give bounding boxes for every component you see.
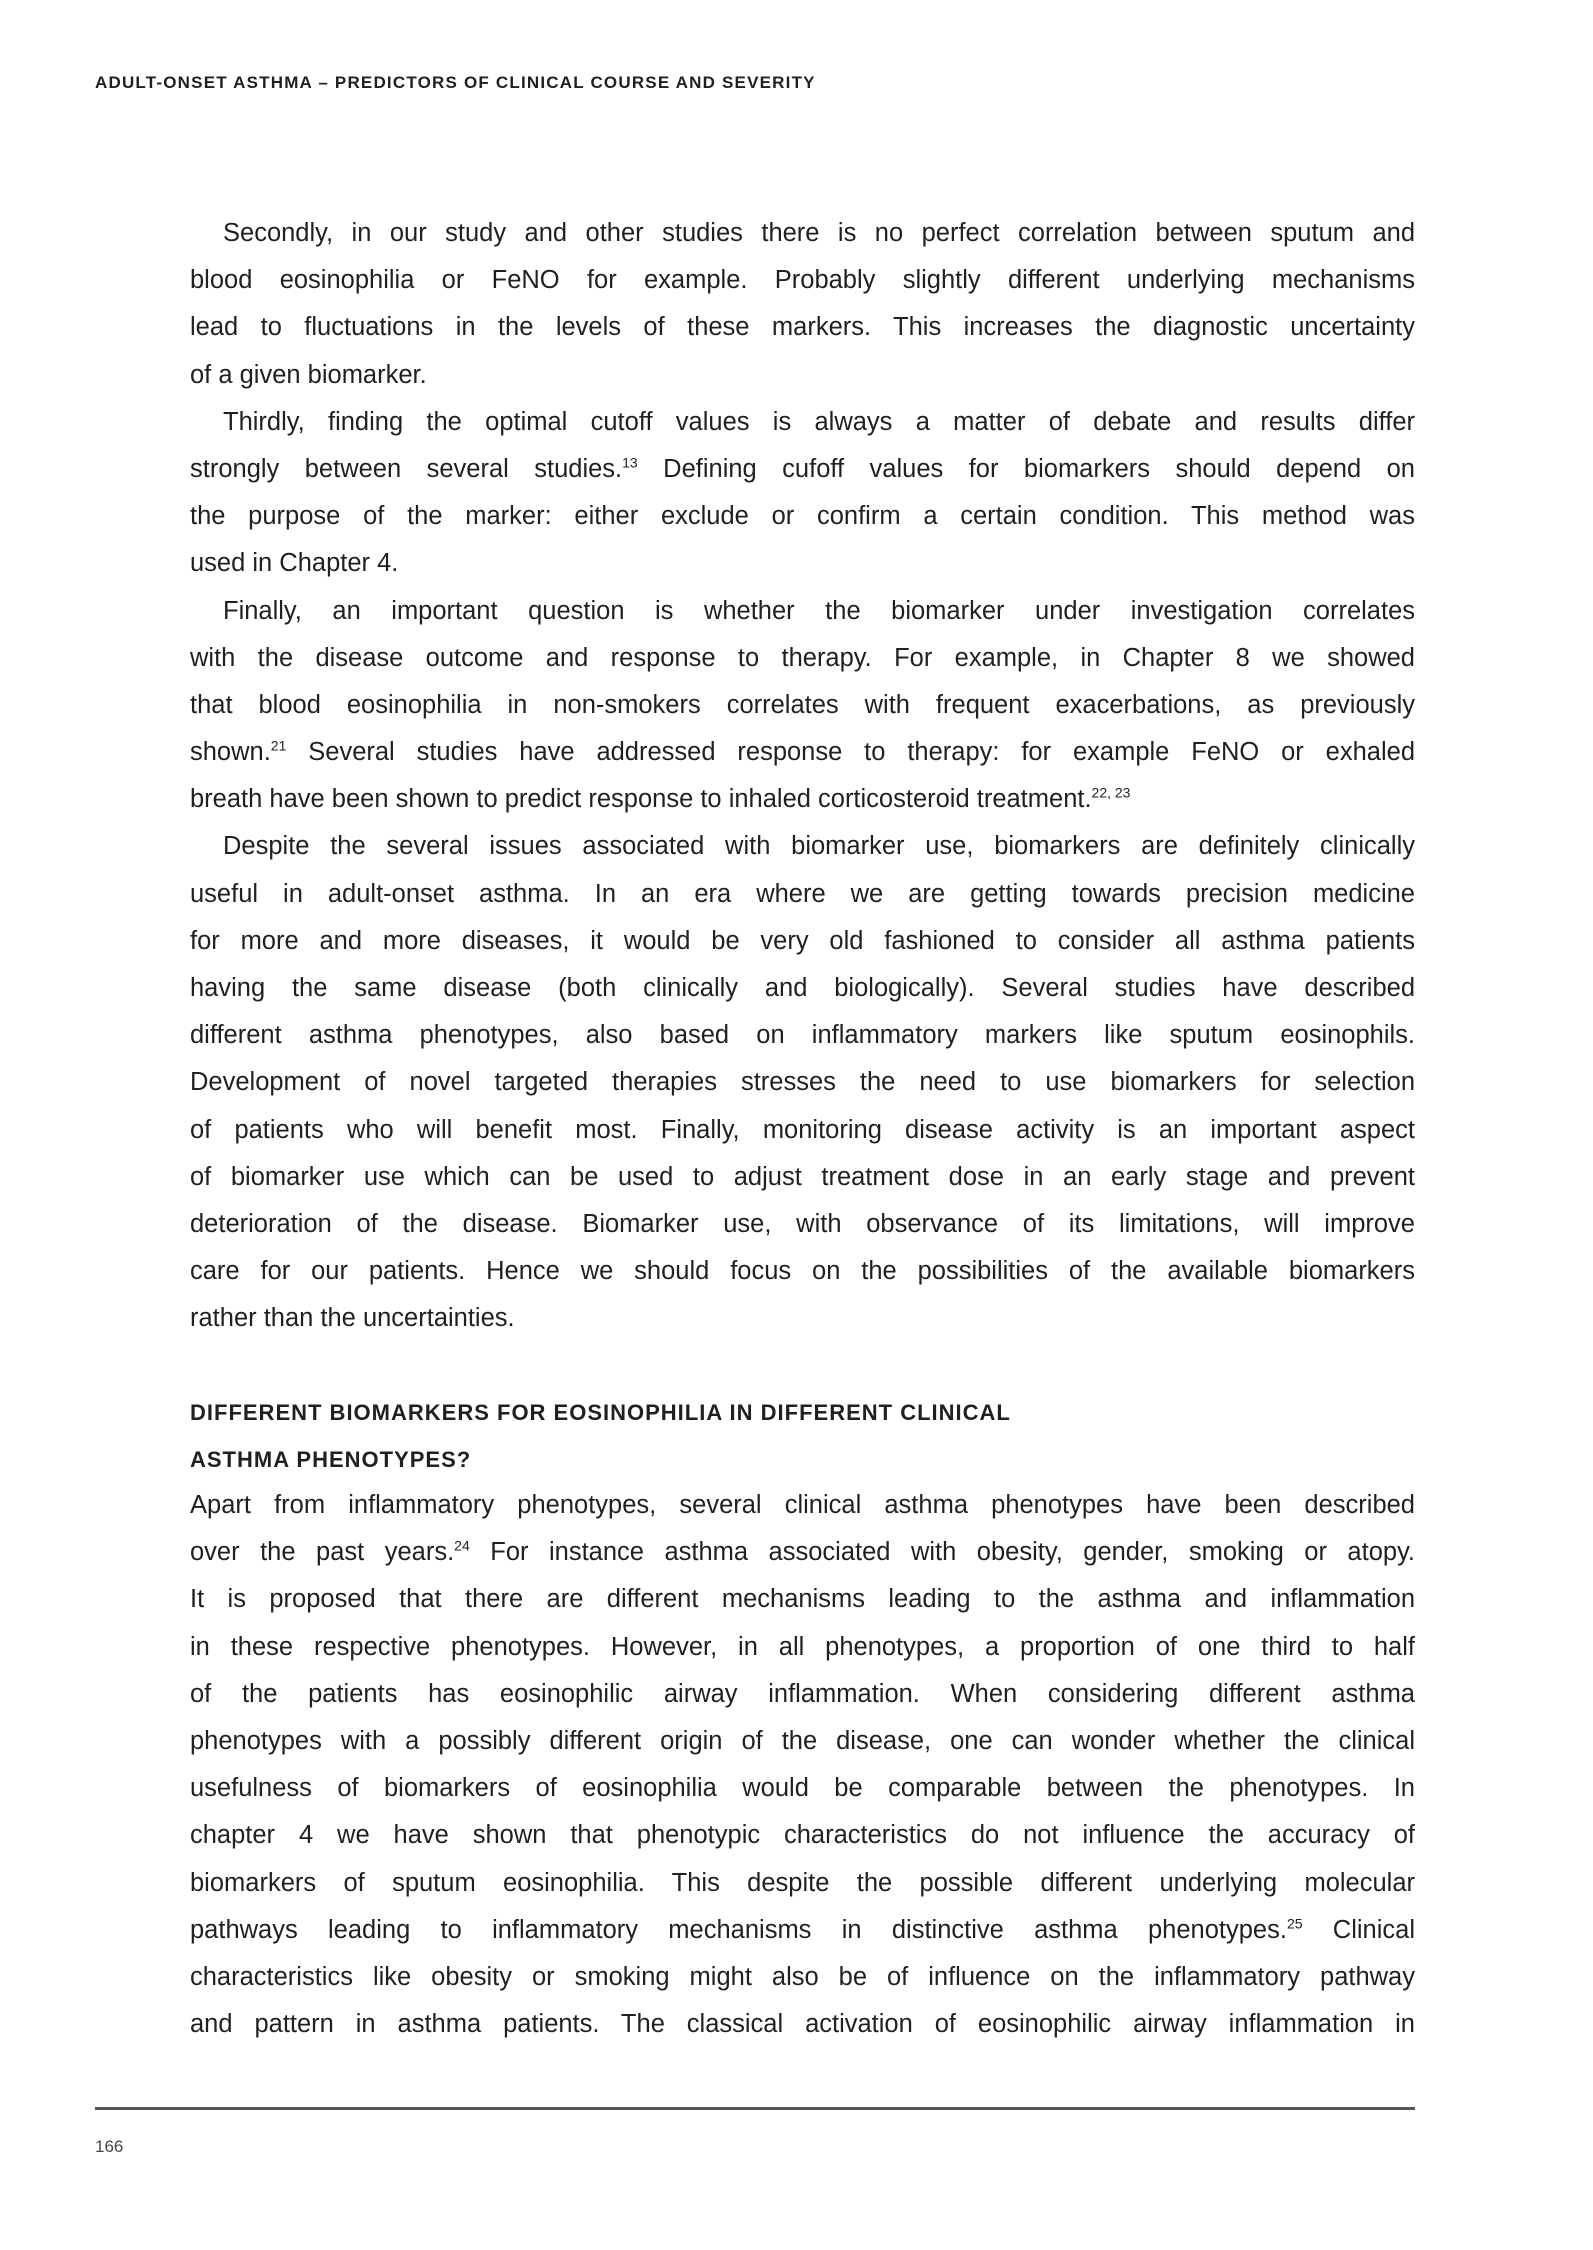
- paragraph: [190, 399, 1415, 588]
- text-line: in these respective phenotypes. However, in all phenotypes, a proportion of one third to half: [190, 1632, 1415, 1661]
- text-line: deterioration of the disease. Biomarker use, with observance of its limitations, will improve: [190, 1209, 1415, 1238]
- text-line: pathways leading to inflammatory mechanisms in distinctive asthma phenotypes.$^{25}$ Clinical: [190, 1915, 1415, 1944]
- section-heading: [190, 1389, 1011, 1483]
- section-heading-line-2: ASTHMA PHENOTYPES?: [190, 1447, 472, 1473]
- citation-superscript: 22, 23: [1091, 784, 1131, 801]
- text-line: chapter 4 we have shown that phenotypic characteristics do not influence the accuracy of: [190, 1821, 1415, 1850]
- body-text-section-1: [190, 210, 1415, 1343]
- paragraph: [190, 1482, 1415, 2048]
- text-line: Finally, an important question is whether the biomarker under investigation correlates: [223, 596, 1415, 625]
- page-number: 166: [95, 2137, 124, 2156]
- text-line: shown.$^{21}$ Several studies have addressed response to therapy: for example FeNO or exhaled: [190, 737, 1415, 767]
- citation-superscript: 24: [454, 1537, 470, 1554]
- text-line: Secondly, in our study and other studies there is no perfect correlation between sputum and: [223, 219, 1415, 247]
- text-line: over the past years.$^{24}$ For instance asthma associated with obesity, gender, smoking or atopy.: [190, 1537, 1415, 1567]
- text-line: used in Chapter 4.: [190, 549, 399, 578]
- text-line: that blood eosinophilia in non-smokers correlates with frequent exacerbations, as previously: [190, 690, 1415, 719]
- text-line: rather than the uncertainties.: [190, 1304, 515, 1333]
- text-line: blood eosinophilia or FeNO for example. Probably slightly different underlying mechanisms: [190, 266, 1415, 295]
- text-line: of a given biomarker.: [190, 360, 427, 389]
- text-line: having the same disease (both clinically and biologically). Several studies have described: [190, 974, 1415, 1002]
- text-line: biomarkers of sputum eosinophilia. This despite the possible different underlying molecular: [190, 1868, 1415, 1897]
- text-line: and pattern in asthma patients. The classical activation of eosinophilic airway inflammation in: [190, 2010, 1415, 2039]
- citation-superscript: 13: [622, 454, 638, 471]
- text-line: lead to fluctuations in the levels of these markers. This increases the diagnostic uncertainty: [190, 313, 1415, 342]
- text-line: for more and more diseases, it would be very old fashioned to consider all asthma patients: [190, 926, 1415, 955]
- text-line: care for our patients. Hence we should focus on the possibilities of the available biomarkers: [190, 1257, 1415, 1286]
- text-line: strongly between several studies.$^{13}$ Defining cufoff values for biomarkers should depend on: [190, 454, 1415, 483]
- text-line: Development of novel targeted therapies stresses the need to use biomarkers for selection: [190, 1068, 1415, 1097]
- section-heading-line-1: DIFFERENT BIOMARKERS FOR EOSINOPHILIA IN DIFFERENT CLINICAL: [190, 1400, 1011, 1425]
- text-line: of the patients has eosinophilic airway inflammation. When considering different asthma: [190, 1679, 1415, 1708]
- text-line: different asthma phenotypes, also based on inflammatory markers like sputum eosinophils.: [190, 1021, 1415, 1050]
- citation-superscript: 25: [1286, 1915, 1303, 1932]
- text-line: the purpose of the marker: either exclude or confirm a certain condition. This method was: [190, 502, 1415, 531]
- text-line: usefulness of biomarkers of eosinophilia would be comparable between the phenotypes. In: [190, 1774, 1415, 1803]
- body-text-section-2: [190, 1482, 1415, 2048]
- paragraph: [190, 210, 1415, 399]
- citation-superscript: 21: [270, 737, 287, 754]
- text-line: of biomarker use which can be used to adjust treatment dose in an early stage and prevent: [190, 1162, 1415, 1191]
- text-line: phenotypes with a possibly different origin of the disease, one can wonder whether the clinical: [190, 1726, 1415, 1755]
- paragraph: [190, 588, 1415, 824]
- text-line: It is proposed that there are different mechanisms leading to the asthma and inflammation: [190, 1585, 1415, 1614]
- running-head: ADULT-ONSET ASTHMA – PREDICTORS OF CLINICAL COURSE AND SEVERITY: [95, 73, 816, 92]
- text-line: characteristics like obesity or smoking might also be of influence on the inflammatory pathway: [190, 1962, 1415, 1991]
- text-line: breath have been shown to predict response to inhaled corticosteroid treatment.$^{22, 23}$: [190, 784, 1131, 814]
- paragraph: [190, 823, 1415, 1342]
- text-line: Thirdly, finding the optimal cutoff values is always a matter of debate and results differ: [223, 407, 1415, 436]
- text-line: of patients who will benefit most. Finally, monitoring disease activity is an important aspect: [190, 1115, 1415, 1144]
- text-line: Apart from inflammatory phenotypes, several clinical asthma phenotypes have been described: [190, 1491, 1415, 1519]
- text-line: useful in adult-onset asthma. In an era where we are getting towards precision medicine: [190, 879, 1415, 908]
- footer-rule: [95, 2107, 1415, 2110]
- text-line: Despite the several issues associated with biomarker use, biomarkers are definitely clinically: [223, 832, 1415, 861]
- text-line: with the disease outcome and response to therapy. For example, in Chapter 8 we showed: [190, 643, 1415, 672]
